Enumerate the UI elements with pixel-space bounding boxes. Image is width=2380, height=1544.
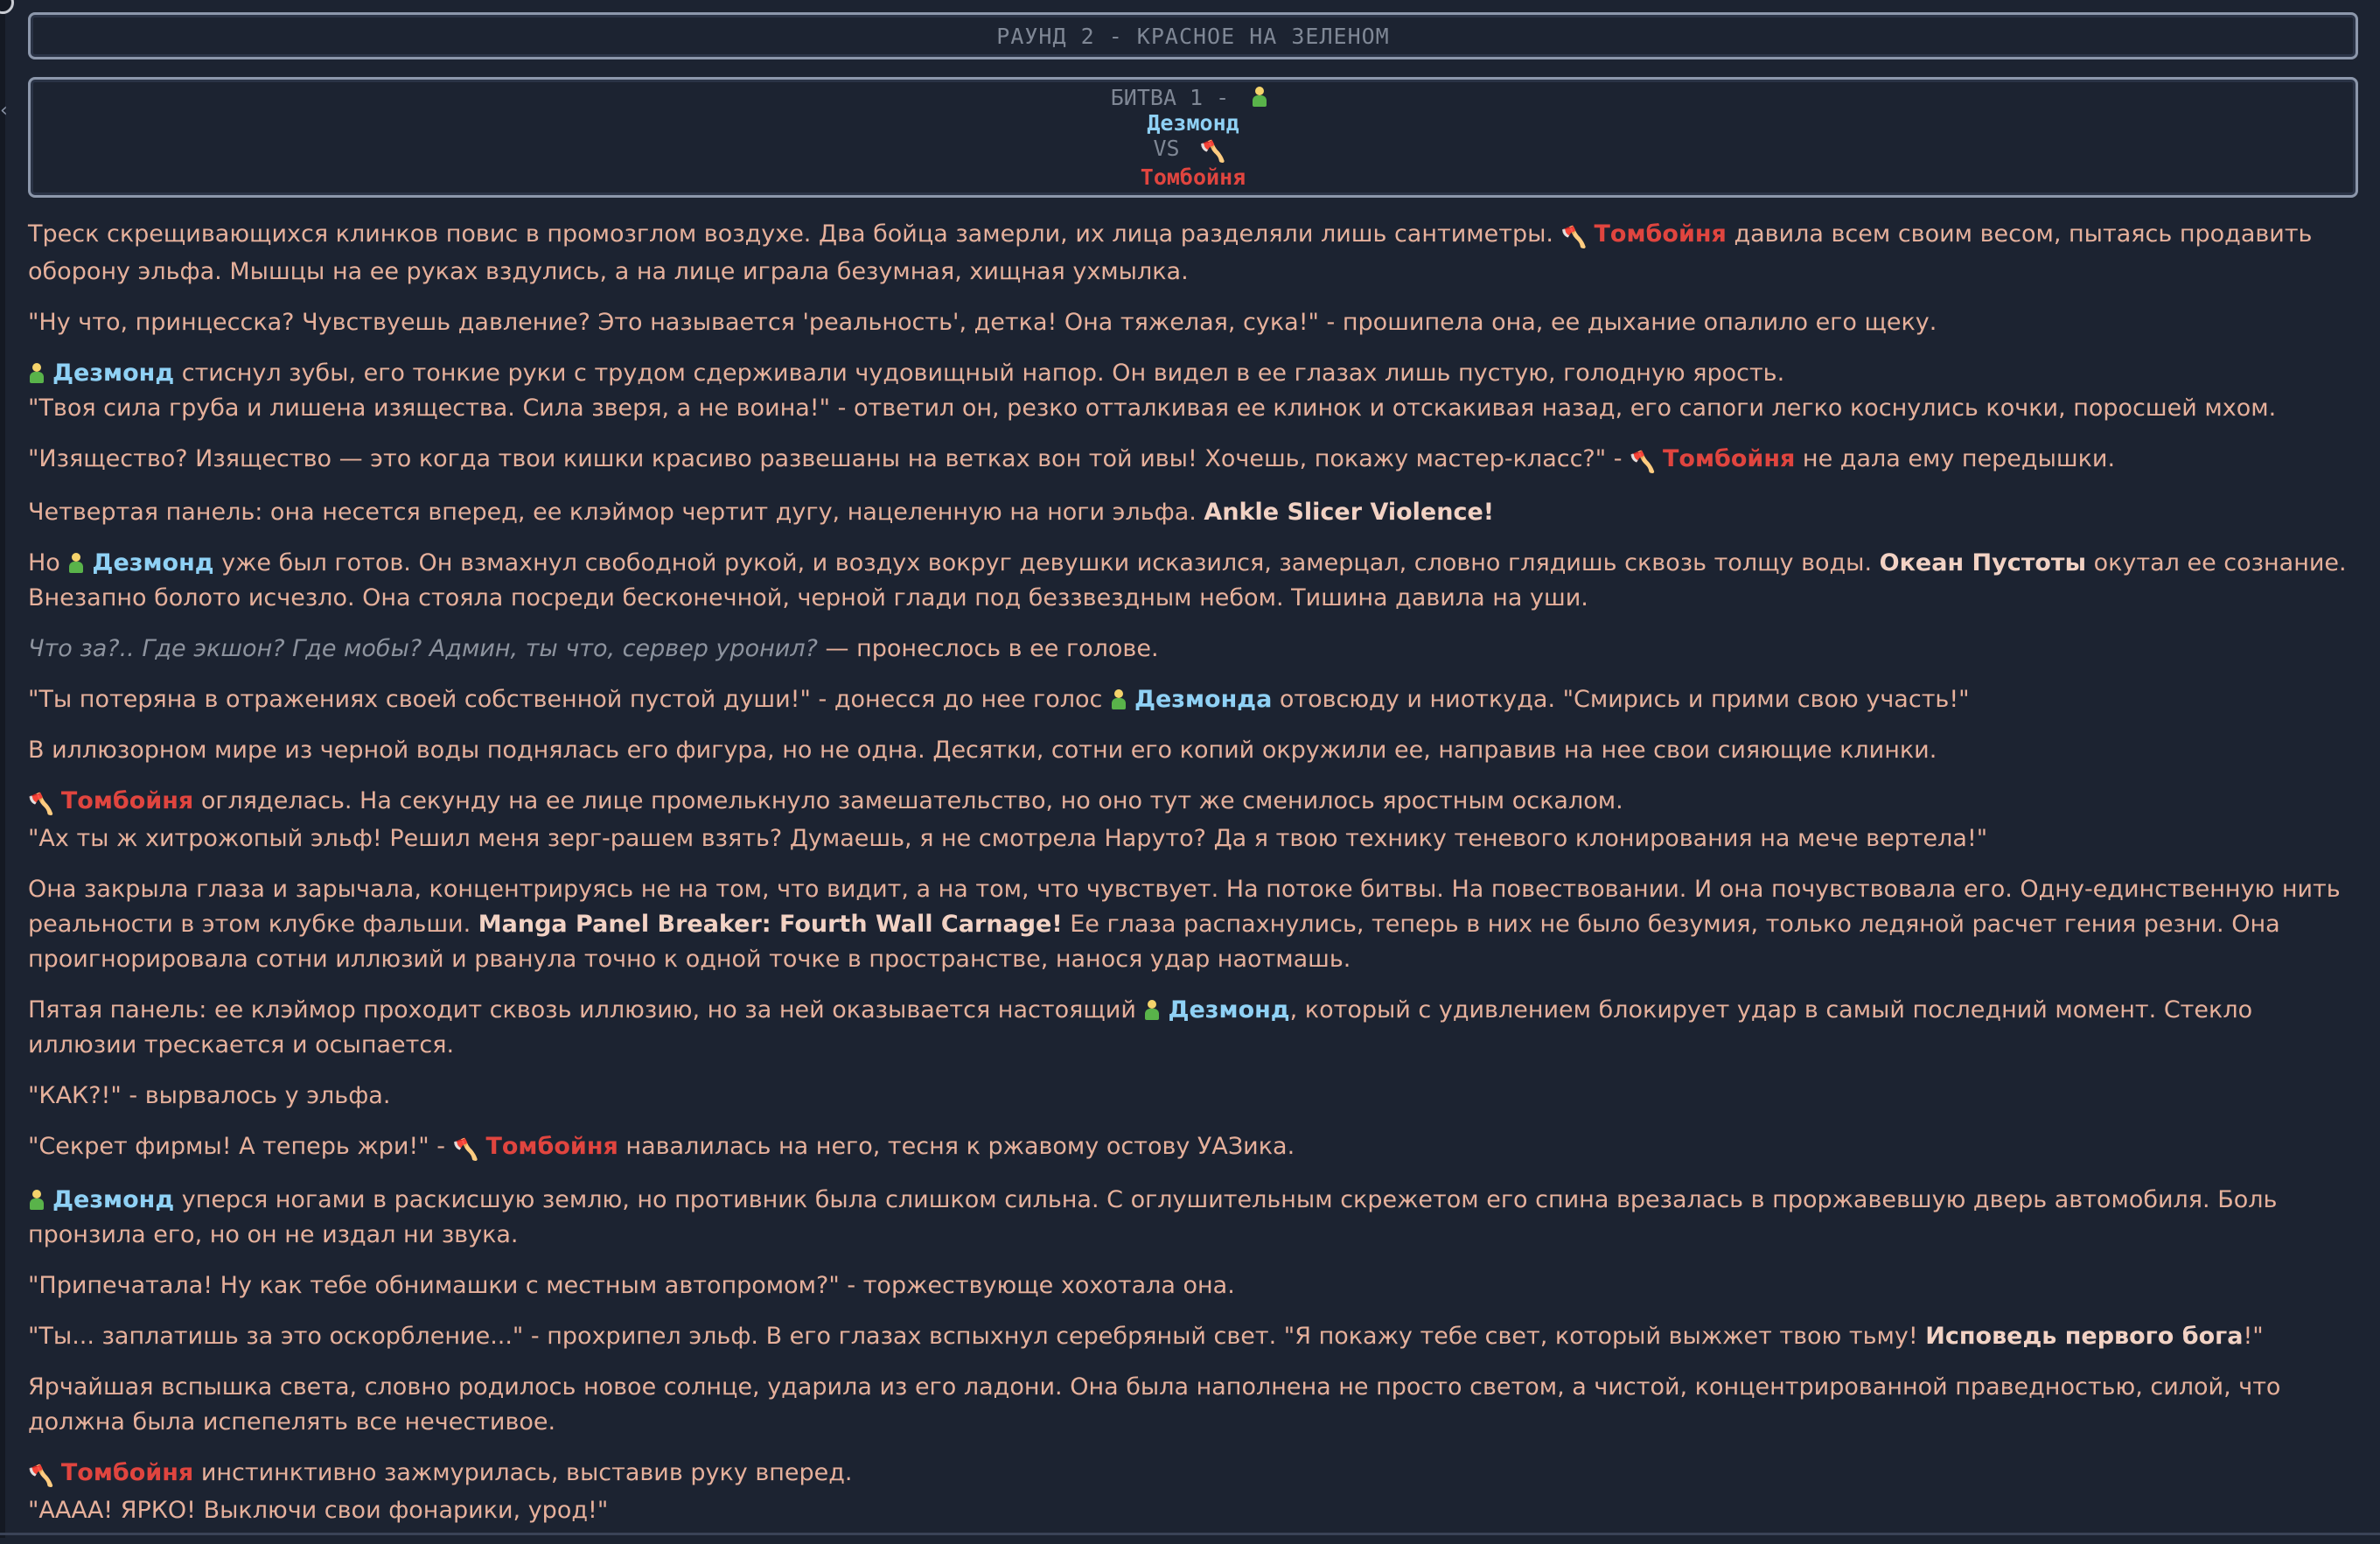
battle-label: БИТВА 1 - [1110, 85, 1230, 110]
fighter-b-mention: Томбойня [1662, 445, 1796, 472]
bottom-divider [0, 1533, 2380, 1535]
story-paragraph [28, 442, 2358, 479]
round-header [28, 12, 2358, 59]
fighter-a-mention: Дезмонда [1134, 686, 1273, 713]
story-text: Ее глаза распахнулись, теперь в них не было безумия, только ледяной расчет гения резни. Она проигнорировала сотни иллюзий и рванула точно к одной точке в пространстве, нанося удар наотмашь. [28, 911, 2280, 973]
story-paragraph [28, 305, 2358, 340]
story-text: навалилась на него, тесня к ржавому остову УАЗика. [618, 1133, 1295, 1160]
story-paragraph [28, 784, 2358, 856]
story-text: уже был готов. Он взмахнул свободной рукой, и воздух вокруг девушки исказился, замерцал, словно глядишь сквозь толщу воды. [213, 549, 1880, 576]
story-paragraph [28, 1079, 2358, 1114]
inner-thought: Что за?.. Где экшон? Где мобы? Админ, ты что, сервер уронил? [28, 635, 818, 662]
skill-name: Исповедь первого бога [1925, 1323, 2244, 1350]
story-paragraph [28, 217, 2358, 290]
story-text: Ярчайшая вспышка света, словно родилось новое солнце, ударила из его ладони. Она была наполнена не просто светом, а чистой, концентрированной праведностью, силой, что должна была испепелять все нечестивое. [28, 1373, 2281, 1436]
story-text: "Припечатала! Ну как тебе обнимашки с местным автопромом?" - торжествующе хохотала она. [28, 1272, 1235, 1299]
fighter-a-mention: Дезмонд [1168, 996, 1290, 1024]
fighter-b-mention: Томбойня [60, 787, 194, 814]
fighter-b-mention: Томбойня [60, 1459, 194, 1486]
fighter-a-mention: Дезмонд [52, 360, 175, 387]
story-text: окутал ее сознание. Внезапно болото исчезло. Она стояла посреди бесконечной, черной глади под беззвездным небом. Тишина давила на уши. [28, 549, 2347, 611]
story-text: !" [2243, 1323, 2264, 1350]
story-text: В иллюзорном мире из черной воды поднялась его фигура, но не одна. Десятки, сотни его копий окружили ее, направив на нее свои сияющие клинки. [28, 737, 1937, 764]
fighter-a-mention: Дезмонд [52, 1186, 175, 1213]
axe-icon: 🪓 [1630, 450, 1656, 474]
axe-icon: 🪓 [1199, 139, 1226, 164]
round-title: РАУНД 2 - КРАСНОЕ НА ЗЕЛЕНОМ [996, 23, 1390, 49]
story-paragraph [28, 733, 2358, 768]
skill-name: Manga Panel Breaker: Fourth Wall Carnage! [478, 911, 1063, 938]
elf-icon [1143, 999, 1161, 1020]
story-paragraph [28, 1268, 2358, 1303]
story-text: не дала ему передышки. [1795, 445, 2116, 472]
fighter-a-mention: Дезмонд [92, 549, 214, 576]
axe-icon: 🪓 [452, 1137, 479, 1162]
vs-line [1153, 136, 1232, 164]
story-text: инстинктивно зажмурилась, выставив руку вперед. [193, 1459, 853, 1486]
story-text: Треск скрещивающихся клинков повис в промозглом воздухе. Два бойца замерли, их лица разделяли лишь сантиметры. [28, 220, 1561, 248]
story-paragraph [28, 1183, 2358, 1253]
story-text: "Изящество? Изящество — это когда твои кишки красиво развешаны на ветках вон той ивы! Хочешь, покажу мастер-класс?" - [28, 445, 1630, 472]
story-paragraph [28, 632, 2358, 667]
story-text: "Твоя сила груба и лишена изящества. Сила зверя, а не воина!" - ответил он, резко отталкивая ее клинок и отскакивая назад, его сапоги легко коснулись кочки, поросшей мхом. [28, 395, 2277, 422]
story-text: Четвертая панель: она несется вперед, ее клэймор чертит дугу, нацеленную на ноги эльфа. [28, 499, 1204, 526]
story-text: — пронеслось в ее голове. [817, 635, 1159, 662]
fighter-a-name: Дезмонд [1147, 110, 1239, 136]
skill-name: Океан Пустоты [1879, 549, 2086, 576]
axe-icon: 🪓 [1560, 225, 1588, 249]
story-paragraph [28, 872, 2358, 977]
story-paragraph [28, 495, 2358, 530]
story-paragraph [28, 1319, 2358, 1354]
fighter-b-mention: Томбойня [485, 1133, 618, 1160]
story-text: Но [28, 549, 68, 576]
story-paragraph [28, 1129, 2358, 1167]
story-text: уперся ногами в раскисшую землю, но противник была слишком сильна. С оглушительным скрежетом его спина врезалась в проржавевшую дверь автомобиля. Боль пронзила его, но он не издал ни звука. [28, 1186, 2278, 1248]
axe-icon: 🪓 [28, 1464, 54, 1488]
story-paragraph [28, 1370, 2358, 1440]
battle-title-line [1111, 85, 1276, 110]
elf-icon [1110, 688, 1127, 709]
story-text: "Ты... заплатишь за это оскорбление..." - прохрипел эльф. В его глазах вспыхнул серебряный свет. "Я покажу тебе свет, который выжжет твою тьму! [28, 1323, 1926, 1350]
collapse-arrow-icon[interactable]: ‹ [0, 100, 8, 122]
vs-label: VS [1153, 136, 1180, 161]
elf-icon [28, 1189, 45, 1210]
story-text: , который с удивлением блокирует удар в самый последний момент. Стекло иллюзии трескается и осыпается. [28, 996, 2253, 1058]
chat-message [28, 12, 2358, 1544]
story-paragraph [28, 1456, 2358, 1528]
story-paragraph [28, 546, 2358, 616]
elf-icon [67, 552, 85, 573]
axe-icon: 🪓 [28, 792, 54, 816]
elf-icon [28, 362, 45, 383]
story-paragraph [28, 356, 2358, 426]
story-text: Она закрыла глаза и зарычала, концентрируясь не на том, что видит, а на том, что чувствует. На потоке битвы. На повествовании. И она почувствовала его. Одну-единственную нить реальности в этом клубке фальши. [28, 876, 2341, 938]
window-left-edge [0, 0, 5, 1538]
story-text: давила всем своим весом, пытаясь продавить оборону эльфа. Мышцы на ее руках вздулись, а на лице играла безумная, хищная ухмылка. [28, 220, 2313, 285]
battle-header [28, 77, 2358, 198]
story-paragraph [28, 682, 2358, 717]
story-text: стиснул зубы, его тонкие руки с трудом сдерживали чудовищный напор. Он видел в ее глазах лишь пустую, голодную ярость. [174, 360, 1785, 387]
battle-story [28, 217, 2358, 1528]
fighter-b-name: Томбойня [1140, 164, 1246, 190]
story-text: "Ах ты ж хитрожопый эльф! Решил меня зерг-рашем взять? Думаешь, я не смотрела Наруто? Да я твою технику теневого клонирования на мече вертела!" [28, 825, 1988, 852]
story-text: огляделась. На секунду на ее лице промелькнуло замешательство, но оно тут же сменилось яростным оскалом. [193, 787, 1623, 814]
window-corner-handle[interactable] [0, 0, 14, 14]
story-text: "Ты потеряна в отражениях своей собственной пустой души!" - донесся до нее голос [28, 686, 1110, 713]
fighter-b-mention: Томбойня [1594, 220, 1727, 248]
skill-name: Ankle Slicer Violence! [1204, 499, 1495, 526]
story-text: "АААА! ЯРКО! Выключи свои фонарики, урод!" [28, 1497, 609, 1524]
story-text: "КАК?!" - вырвалось у эльфа. [28, 1082, 391, 1109]
story-text: Пятая панель: ее клэймор проходит сквозь иллюзию, но за ней оказывается настоящий [28, 996, 1144, 1024]
story-text: "Секрет фирмы! А теперь жри!" - [28, 1133, 453, 1160]
story-paragraph [28, 993, 2358, 1063]
elf-icon [1251, 86, 1268, 107]
story-text: отовсюду и ниоткуда. "Смирись и прими свою участь!" [1272, 686, 1970, 713]
story-text: "Ну что, принцесска? Чувствуешь давление? Это называется 'реальность', детка! Она тяжелая, сука!" - прошипела она, ее дыхание опалило его щеку. [28, 309, 1937, 336]
